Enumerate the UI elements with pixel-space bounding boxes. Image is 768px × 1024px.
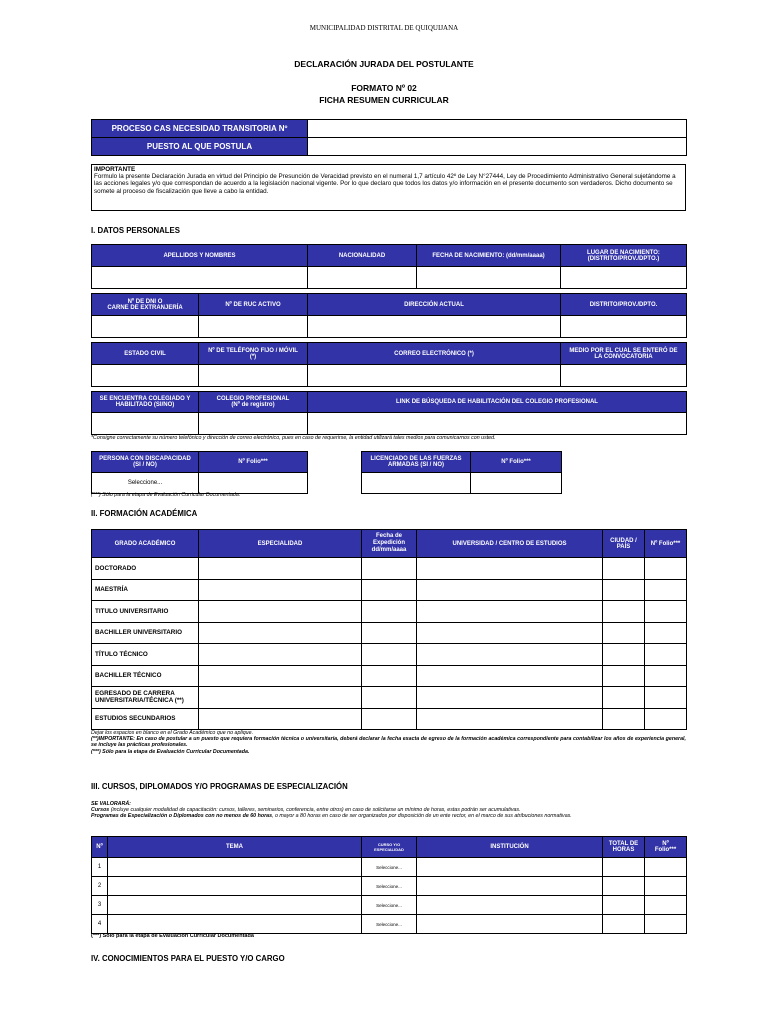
ffaa-folio-input[interactable] — [471, 473, 562, 494]
distrito-input[interactable] — [561, 316, 687, 338]
table-row — [92, 644, 687, 666]
col-curso-folio: Nº Folio*** — [645, 837, 687, 858]
col-institucion: INSTITUCIÓN — [417, 837, 603, 858]
curso-select[interactable]: Seleccione... — [362, 915, 417, 934]
col-fecha-expedicion: Fecha de Expedición dd/mm/aaaa — [362, 530, 417, 558]
col-nacionalidad: NACIONALIDAD — [308, 245, 417, 267]
apellidos-input[interactable] — [92, 267, 308, 289]
table-row — [92, 601, 687, 623]
grado-label: BACHILLER UNIVERSITARIO — [92, 622, 199, 644]
table-row — [92, 896, 687, 915]
discapacidad-table — [91, 451, 308, 494]
cursos-table — [91, 836, 687, 934]
personal-note: *Consigne correctamente su número telefónico y dirección de correo electrónico, pues en caso de requerirse, la entidad utilizará tales medios para comunicarnos con usted. — [91, 435, 496, 441]
col-fecha-nacimiento: FECHA DE NACIMIENTO: (dd/mm/aaaa) — [417, 245, 561, 267]
col-medio-convocatoria: MEDIO POR EL CUAL SE ENTERÓ DE LA CONVOCATORIA — [561, 343, 687, 365]
row-number: 3 — [92, 896, 108, 915]
col-tema: TEMA — [108, 837, 362, 858]
discapacidad-label: PERSONA CON DISCAPACIDAD (SI / NO) — [92, 452, 199, 473]
personal-note-2: (***) Sólo para la etapa de Evaluación Curricular Documentada. — [91, 492, 241, 498]
cursos-text: (incluye cualquier modalidad de capacitación: cursos, talleres, seminarios, conferencia, entre otros) en caso de solicitarse un mínimo de horas, estas podrán ser acumulativas. — [109, 807, 521, 814]
importante-box — [91, 164, 686, 211]
col-dni: Nº DE DNI O CARNE DE EXTRANJERÍA — [92, 294, 199, 316]
ffaa-label: LICENCIADO DE LAS FUERZAS ARMADAS (SI / NO) — [362, 452, 471, 473]
correo-input[interactable] — [308, 365, 561, 387]
fecha-nacimiento-input[interactable] — [417, 267, 561, 289]
table-row — [92, 858, 687, 877]
col-colegiado: SE ENCUENTRA COLEGIADO Y HABILITADO (SI/NO) — [92, 392, 199, 413]
col-link-habilitacion: LINK DE BÚSQUEDA DE HABILITACIÓN DEL COLEGIO PROFESIONAL — [308, 392, 687, 413]
grado-label: EGRESADO DE CARRERA UNIVERSITARIA/TÉCNICA (**) — [92, 687, 199, 709]
table-row — [92, 687, 687, 709]
section-personal-heading: I. DATOS PERSONALES — [91, 226, 180, 235]
nacionalidad-input[interactable] — [308, 267, 417, 289]
puesto-label: PUESTO AL QUE POSTULA — [92, 138, 308, 156]
academica-table — [91, 529, 687, 730]
col-lugar-nacimiento: LUGAR DE NACIMIENTO: (DISTRITO/PROV./DPTO.) — [561, 245, 687, 267]
colegio-input[interactable] — [199, 413, 308, 435]
municipality-name: MUNICIPALIDAD DISTRITAL DE QUIQUIJANA — [309, 24, 459, 32]
col-apellidos: APELLIDOS Y NOMBRES — [92, 245, 308, 267]
table-row — [92, 708, 687, 730]
ffaa-table — [361, 451, 562, 494]
ruc-input[interactable] — [199, 316, 308, 338]
col-universidad: UNIVERSIDAD / CENTRO DE ESTUDIOS — [417, 530, 603, 558]
grado-label: ESTUDIOS SECUNDARIOS — [92, 708, 199, 730]
personal-data-table — [91, 244, 687, 435]
col-num: Nº — [92, 837, 108, 858]
col-colegio: COLEGIO PROFESIONAL (Nº de registro) — [199, 392, 308, 413]
discapacidad-folio-label: Nº Folio*** — [199, 452, 308, 473]
cursos-note: (***) Sólo para la etapa de Evaluación Curricular Documentada — [91, 933, 254, 939]
curso-select[interactable]: Seleccione... — [362, 858, 417, 877]
section-cursos-heading: III. CURSOS, DIPLOMADOS Y/O PROGRAMAS DE ESPECIALIZACIÓN — [91, 782, 348, 791]
row-number: 1 — [92, 858, 108, 877]
valorara-label: SE VALORARÁ: — [91, 801, 131, 807]
proceso-input[interactable] — [308, 120, 687, 138]
table-row — [92, 622, 687, 644]
grado-label: DOCTORADO — [92, 558, 199, 580]
academica-note-2: (**)IMPORTANTE: En caso de postular a un puesto que requiera formación técnica o universitaria, deberá declarar la fecha exacta de egreso de la formación académica correspondiente para contabilizar los años de experiencia general, se incluye las prácticas profesionales. — [91, 736, 686, 749]
curso-select[interactable]: Seleccione... — [362, 877, 417, 896]
col-correo: CORREO ELECTRÓNICO (*) — [308, 343, 561, 365]
col-folio: Nº Folio*** — [645, 530, 687, 558]
table-row — [92, 877, 687, 896]
lugar-nacimiento-input[interactable] — [561, 267, 687, 289]
col-total-horas: TOTAL DE HORAS — [603, 837, 645, 858]
link-habilitacion-input[interactable] — [308, 413, 687, 435]
colegiado-input[interactable] — [92, 413, 199, 435]
grado-label: BACHILLER TÉCNICO — [92, 665, 199, 687]
proceso-label: PROCESO CAS NECESIDAD TRANSITORIA Nº — [92, 120, 308, 138]
col-grado: GRADO ACADÉMICO — [92, 530, 199, 558]
document-subtitle: FICHA RESUMEN CURRICULAR — [319, 95, 449, 105]
col-telefono: Nº DE TELÉFONO FIJO / MÓVIL (*) — [199, 343, 308, 365]
proceso-table — [91, 119, 687, 156]
academica-note-1: Dejar los espacios en blanco en el Grado Académico que no aplique. — [91, 730, 254, 736]
academica-notes — [91, 730, 686, 755]
col-curso-especialidad: CURSO Y/O ESPECIALIDAD — [362, 837, 417, 858]
academica-note-3: (***) Sólo para la etapa de Evaluación Curricular Documentada. — [91, 748, 250, 755]
col-ciudad: CIUDAD / PAÍS — [603, 530, 645, 558]
row-number: 4 — [92, 915, 108, 934]
row-number: 2 — [92, 877, 108, 896]
telefono-input[interactable] — [199, 365, 308, 387]
discapacidad-select[interactable]: Seleccione... — [92, 473, 199, 494]
col-especialidad: ESPECIALIDAD — [199, 530, 362, 558]
section-conocimientos-heading: IV. CONOCIMIENTOS PARA EL PUESTO Y/O CARGO — [91, 954, 285, 963]
puesto-input[interactable] — [308, 138, 687, 156]
col-estado-civil: ESTADO CIVIL — [92, 343, 199, 365]
format-number: FORMATO Nº 02 — [351, 83, 417, 93]
table-row — [92, 915, 687, 934]
grado-label: MAESTRÍA — [92, 579, 199, 601]
table-row — [92, 665, 687, 687]
medio-convocatoria-input[interactable] — [561, 365, 687, 387]
discapacidad-folio-input[interactable] — [199, 473, 308, 494]
col-ruc: Nº DE RUC ACTIVO — [199, 294, 308, 316]
grado-label: TÍTULO TÉCNICO — [92, 644, 199, 666]
table-row — [92, 579, 687, 601]
document-title: DECLARACIÓN JURADA DEL POSTULANTE — [294, 59, 474, 69]
direccion-input[interactable] — [308, 316, 561, 338]
ffaa-select[interactable] — [362, 473, 471, 494]
dni-input[interactable] — [92, 316, 199, 338]
cursos-label: Cursos — [91, 807, 110, 814]
estado-civil-input[interactable] — [92, 365, 199, 387]
col-distrito: DISTRITO/PROV./DPTO. — [561, 294, 687, 316]
cursos-notes — [91, 801, 691, 820]
col-direccion: DIRECCIÓN ACTUAL — [308, 294, 561, 316]
ffaa-folio-label: Nº Folio*** — [471, 452, 562, 473]
programas-label: Programas de Especialización o Diplomados con no menos de 60 horas — [91, 813, 273, 820]
section-academica-heading: II. FORMACIÓN ACADÉMICA — [91, 509, 198, 518]
importante-text: Formulo la presente Declaración Jurada en virtud del Principio de Presunción de Veracidad previsto en el numeral 1,7 artículo 42º de Ley N°27444, Ley de Procedimiento Administrativo General sujetándome a las acciones legales y/o que correspondan de acuerdo a la legislación nacional vigente. Por lo que declaro que todos los datos y/o información en el presente documento son verdaderos. Dicho documento se somete al proceso de fiscalización que lleve a cabo la entidad. — [94, 173, 676, 195]
importante-title: IMPORTANTE — [94, 166, 136, 173]
grado-label: TITULO UNIVERSITARIO — [92, 601, 199, 623]
table-row — [92, 558, 687, 580]
curso-select[interactable]: Seleccione... — [362, 896, 417, 915]
programas-text: , o mayor a 80 horas en caso de ser organizados por disposición de un ente rector, en el marco de sus atribuciones normativas. — [272, 813, 572, 820]
